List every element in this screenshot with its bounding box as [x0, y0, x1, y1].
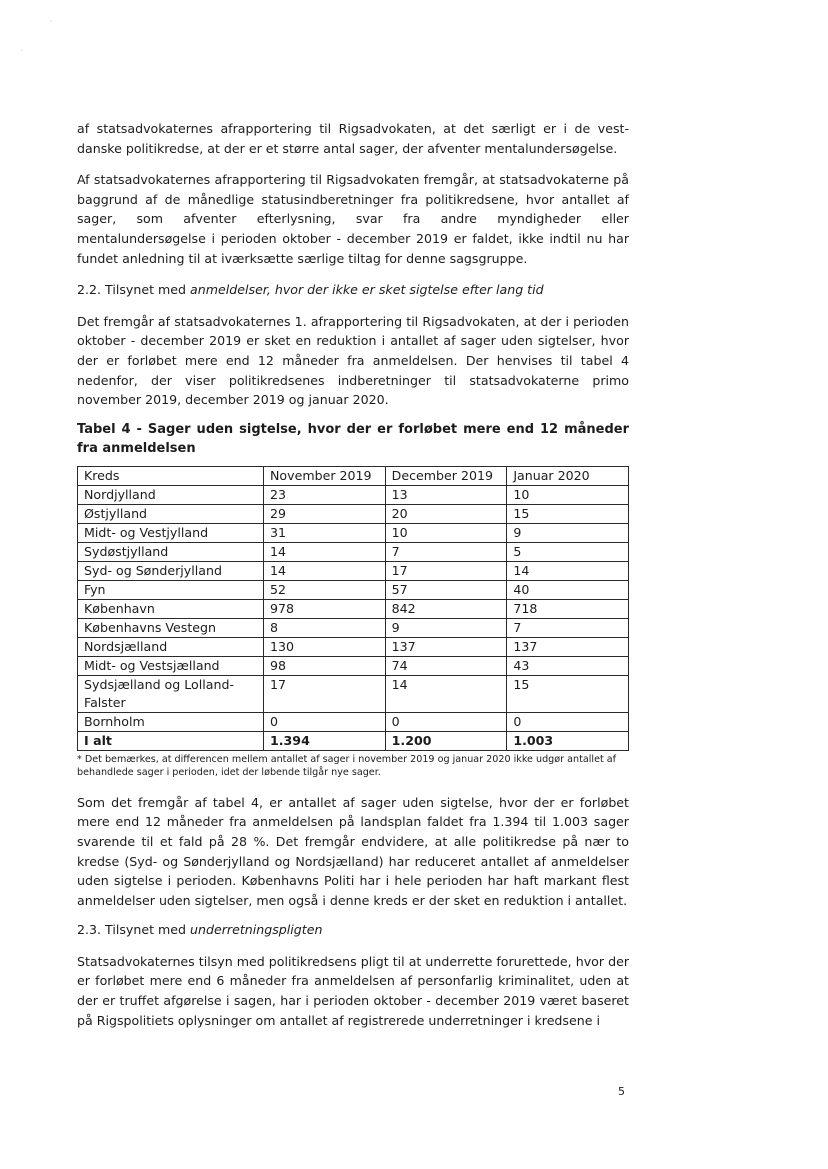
section-2-3-body: Statsadvokaternes tilsyn med politikredsens pligt til at underrette forurettede, hvor der er forløbet mere end 6 måneder fra anmeldelsen af personfarlig kriminalitet, uden at der er truffet afgørelse i sagen, har i perioden oktober - december 2019 været baseret på Rigspolitiets oplysninger om antallet af registrerede underretninger i kredsene i [77, 953, 629, 1028]
value-cell: 7 [507, 618, 629, 637]
value-cell: 15 [507, 675, 629, 712]
table-row [78, 580, 629, 599]
table-footnote: * Det bemærkes, at differencen mellem antallet af sager i november 2019 og januar 2020 ikke udgør antallet af behandlede sager i perioden, idet der løbende tilgår nye sager. [77, 753, 617, 778]
value-cell: 14 [264, 542, 386, 561]
table-row [78, 542, 629, 561]
section-heading-number: 2.3. Tilsynet med [77, 922, 191, 938]
table-4 [77, 466, 629, 751]
kreds-cell: Midt- og Vestsjælland [78, 656, 264, 675]
value-cell: 5 [507, 542, 629, 561]
value-cell: 1.200 [385, 731, 507, 750]
table-row [78, 637, 629, 656]
value-cell: 1.394 [264, 731, 386, 750]
table-row [78, 599, 629, 618]
value-cell: 9 [385, 618, 507, 637]
table-row [78, 656, 629, 675]
section-2-2-body: Det fremgår af statsadvokaternes 1. afrapportering til Rigsadvokaten, at der i perioden oktober - december 2019 er sket en reduktion i antallet af sager uden sigtelser, hvor der er forløbet mere end 12 måneder fra anmeldelsen. Der henvises til tabel 4 nedenfor, der viser politikredsenes indberetninger til statsadvokaterne primo november 2019, december 2019 og januar 2020. [77, 313, 629, 408]
header-cell: Kreds [78, 466, 264, 485]
header-cell: November 2019 [264, 466, 386, 485]
value-cell: 1.003 [507, 731, 629, 750]
section-heading-2-2 [77, 280, 629, 300]
kreds-cell: Nordsjælland [78, 637, 264, 656]
kreds-cell: Syd- og Sønderjylland [78, 561, 264, 580]
paragraph-after-table: Som det fremgår af tabel 4, er antallet af sager uden sigtelse, hvor der er forløbet mere end 12 måneder fra anmeldelsen på landsplan faldet fra 1.394 til 1.003 sager svarende til et fald på 28 %. Det fremgår endvidere, at alle politikredse på nær to kredse (Syd- og Sønderjylland og Nordsjælland) har reduceret antallet af anmeldelser uden sigtelse i perioden. Københavns Politi har i hele perioden har haft markant flest anmeldelser uden sigtelser, men også i denne kreds er der sket en reduktion i antallet. [77, 794, 629, 908]
table-row [78, 504, 629, 523]
value-cell: 8 [264, 618, 386, 637]
value-cell: 14 [264, 561, 386, 580]
kreds-cell: Nordjylland [78, 485, 264, 504]
value-cell: 7 [385, 542, 507, 561]
kreds-cell: København [78, 599, 264, 618]
scan-speck: · [50, 17, 53, 26]
value-cell: 43 [507, 656, 629, 675]
kreds-cell: Østjylland [78, 504, 264, 523]
value-cell: 17 [385, 561, 507, 580]
header-cell: Januar 2020 [507, 466, 629, 485]
value-cell: 17 [264, 675, 386, 712]
section-heading-italic: anmeldelser, hvor der ikke er sket sigtelse efter lang tid [190, 282, 544, 298]
table-row [78, 712, 629, 731]
table-total-row [78, 731, 629, 750]
table-row [78, 675, 629, 712]
value-cell: 137 [385, 637, 507, 656]
value-cell: 52 [264, 580, 386, 599]
value-cell: 23 [264, 485, 386, 504]
value-cell: 57 [385, 580, 507, 599]
section-heading-2-3 [77, 920, 629, 940]
value-cell: 0 [507, 712, 629, 731]
kreds-cell: Midt- og Vestjylland [78, 523, 264, 542]
section-heading-italic: underretningspligten [190, 922, 323, 938]
value-cell: 14 [507, 561, 629, 580]
page-content [77, 119, 629, 1042]
table-caption: Tabel 4 - Sager uden sigtelse, hvor der er forløbet mere end 12 måneder fra anmeldelsen [77, 421, 629, 456]
table-row [78, 523, 629, 542]
value-cell: 10 [385, 523, 507, 542]
value-cell: 20 [385, 504, 507, 523]
value-cell: 978 [264, 599, 386, 618]
paragraph-1: af statsadvokaternes afrapportering til Rigsadvokaten, at det særligt er i de vest-danske politikredse, at der er et større antal sager, der afventer mentalundersøgelse. [77, 121, 629, 156]
value-cell: 130 [264, 637, 386, 656]
value-cell: 13 [385, 485, 507, 504]
header-cell: December 2019 [385, 466, 507, 485]
value-cell: 0 [264, 712, 386, 731]
value-cell: 9 [507, 523, 629, 542]
kreds-cell: Bornholm [78, 712, 264, 731]
scan-speck: · [20, 46, 23, 55]
table-row [78, 485, 629, 504]
kreds-cell: Københavns Vestegn [78, 618, 264, 637]
value-cell: 98 [264, 656, 386, 675]
value-cell: 15 [507, 504, 629, 523]
table-header-row [78, 466, 629, 485]
value-cell: 718 [507, 599, 629, 618]
value-cell: 74 [385, 656, 507, 675]
value-cell: 29 [264, 504, 386, 523]
page-number: 5 [618, 1085, 625, 1098]
kreds-cell: Fyn [78, 580, 264, 599]
value-cell: 10 [507, 485, 629, 504]
value-cell: 40 [507, 580, 629, 599]
kreds-cell: Sydsjælland og Lolland-Falster [78, 675, 264, 712]
value-cell: 0 [385, 712, 507, 731]
value-cell: 137 [507, 637, 629, 656]
table-row [78, 618, 629, 637]
value-cell: 14 [385, 675, 507, 712]
table-row [78, 561, 629, 580]
value-cell: 31 [264, 523, 386, 542]
kreds-cell: I alt [78, 731, 264, 750]
paragraph-2: Af statsadvokaternes afrapportering til Rigsadvokaten fremgår, at statsadvokaterne på baggrund af de månedlige statusindberetninger fra politikredsene, hvor antallet af sager, som afventer efterlysning, svar fra andre myndigheder eller mentalundersøgelse i perioden oktober - december 2019 er faldet, ikke indtil nu har fundet anledning til at iværksætte særlige tiltag for denne sagsgruppe. [77, 172, 629, 266]
kreds-cell: Sydøstjylland [78, 542, 264, 561]
value-cell: 842 [385, 599, 507, 618]
section-heading-number: 2.2. Tilsynet med [77, 282, 191, 298]
